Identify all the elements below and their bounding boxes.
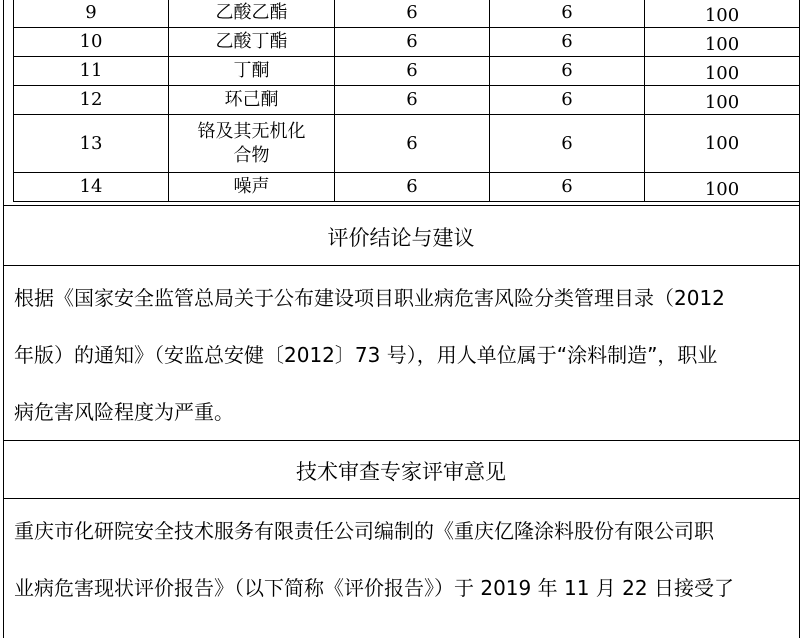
- review-paragraph: [14, 503, 792, 617]
- hazard-name-line: 铬及其无机化: [197, 120, 306, 142]
- row-number: 14: [14, 173, 169, 202]
- table-row: [14, 86, 800, 115]
- hazard-name: 环己酮: [169, 86, 335, 115]
- hazard-name: [169, 115, 335, 173]
- value-cell: 100: [645, 115, 800, 173]
- paragraph-line: 重庆市化研院安全技术服务有限责任公司编制的《重庆亿隆涂料股份有限公司职: [14, 519, 714, 543]
- value-cell: 100: [645, 86, 800, 115]
- value-cell: 6: [490, 57, 645, 86]
- hazard-name: 乙酸丁酯: [169, 28, 335, 57]
- paragraph-line: 年版）的通知》（安监总安健〔2012〕73 号），用人单位属于“涂料制造”，职业: [14, 343, 718, 367]
- hazard-name-line: 合物: [233, 144, 270, 166]
- value-cell: 6: [490, 115, 645, 173]
- hazard-name: 丁酮: [169, 57, 335, 86]
- table-row: [14, 0, 800, 28]
- value-cell: 100: [645, 173, 800, 202]
- table-row: [14, 173, 800, 202]
- paragraph-line: 病危害风险程度为严重。: [14, 400, 234, 424]
- hazard-table: [13, 0, 800, 202]
- value-cell: 6: [490, 0, 645, 28]
- value-cell: 6: [490, 173, 645, 202]
- table-row: [14, 57, 800, 86]
- row-number: 11: [14, 57, 169, 86]
- divider: [3, 498, 799, 499]
- table-row: [14, 115, 800, 173]
- value-cell: 6: [335, 0, 490, 28]
- divider: [3, 265, 799, 266]
- conclusion-paragraph: [14, 270, 792, 441]
- paragraph-line: 业病危害现状评价报告》（以下简称《评价报告》）于 2019 年 11 月 22 日接受了: [14, 576, 734, 600]
- paragraph-line: 根据《国家安全监管总局关于公布建设项目职业病危害风险分类管理目录（2012: [14, 286, 725, 310]
- section-title-review: 技术审查专家评审意见: [296, 460, 506, 484]
- value-cell: 6: [335, 28, 490, 57]
- hazard-name: 噪声: [169, 173, 335, 202]
- value-cell: 6: [335, 115, 490, 173]
- section-title-conclusion: 评价结论与建议: [327, 226, 475, 250]
- value-cell: 100: [645, 57, 800, 86]
- row-number: 12: [14, 86, 169, 115]
- row-number: 10: [14, 28, 169, 57]
- value-cell: 100: [645, 28, 800, 57]
- hazard-name: 乙酸乙酯: [169, 0, 335, 28]
- row-number: 9: [14, 0, 169, 28]
- value-cell: 100: [645, 0, 800, 28]
- value-cell: 6: [335, 173, 490, 202]
- value-cell: 6: [490, 28, 645, 57]
- value-cell: 6: [335, 57, 490, 86]
- table-row: [14, 28, 800, 57]
- value-cell: 6: [490, 86, 645, 115]
- divider: [3, 440, 799, 441]
- row-number: 13: [14, 115, 169, 173]
- value-cell: 6: [335, 86, 490, 115]
- divider: [3, 205, 799, 206]
